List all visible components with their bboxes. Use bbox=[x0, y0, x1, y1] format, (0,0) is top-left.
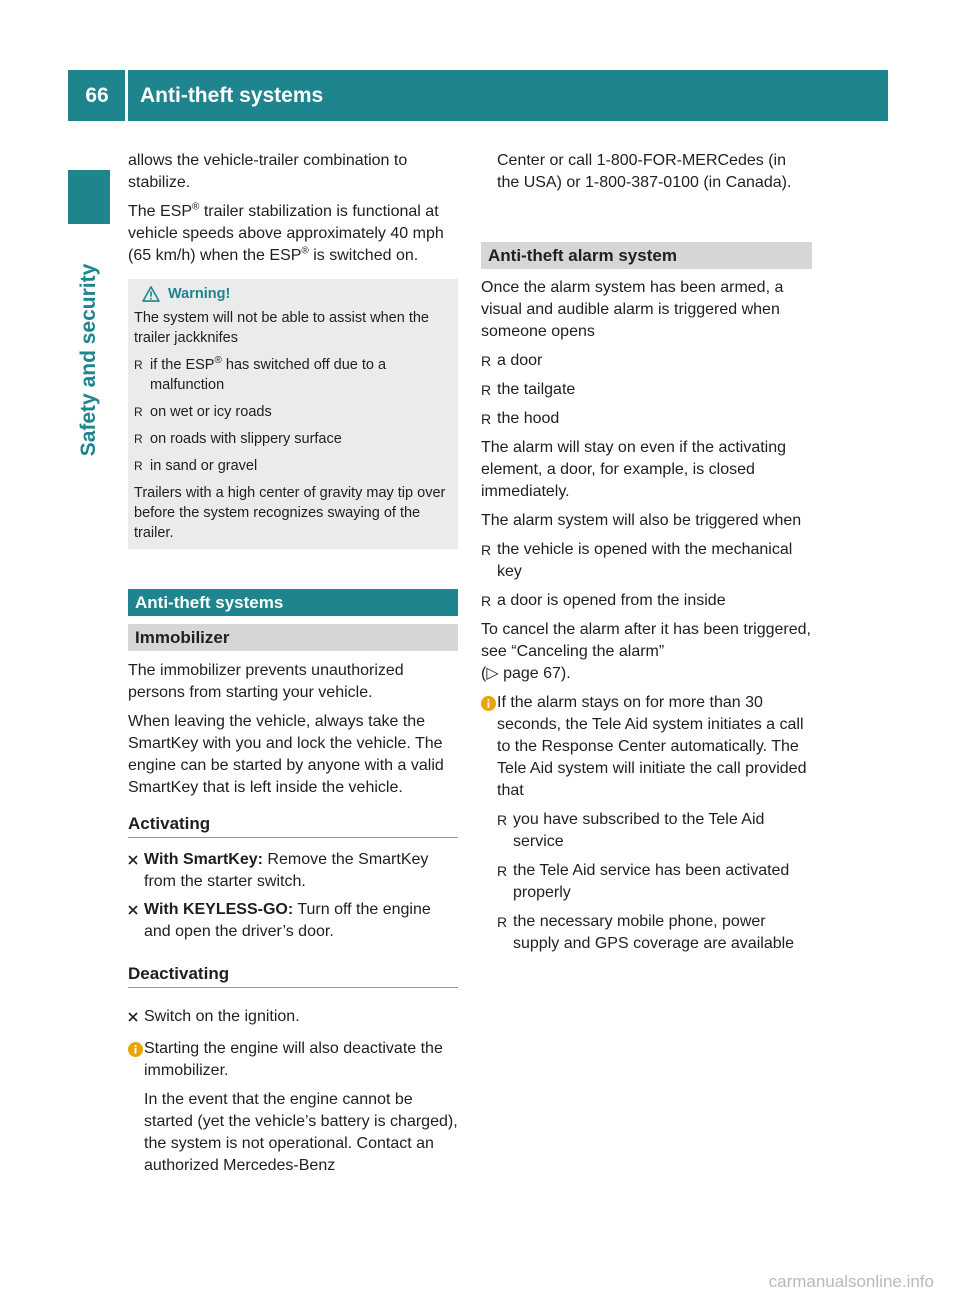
list-item: R the tailgate bbox=[481, 379, 812, 401]
procedure-step: With SmartKey: Remove the SmartKey from the starter switch. bbox=[128, 849, 458, 893]
alarm-section-heading: Anti-theft alarm system bbox=[481, 242, 812, 269]
watermark: carmanualsonline.info bbox=[768, 1272, 934, 1291]
list-item: R you have subscribed to the Tele Aid service bbox=[497, 809, 812, 853]
warning-triangle-icon bbox=[142, 286, 160, 302]
side-tab bbox=[68, 170, 110, 224]
subsection-heading: Immobilizer bbox=[128, 624, 458, 651]
deactivating-heading: Deactivating bbox=[128, 963, 458, 988]
list-item: R a door bbox=[481, 350, 812, 372]
list-item: R a door is opened from the inside bbox=[481, 590, 812, 612]
cancel-alarm-text: To cancel the alarm after it has been triggered, see “Canceling the alarm” (▷ page 67). bbox=[481, 621, 811, 682]
info-note: If the alarm stays on for more than 30 seconds, the Tele Aid system initiates a call to the Response Center automatically. The Tele Aid system will initiate the call provided that R you have subscribed to the Tele Aid service R the Tele Aid service has been activated properly R the necessary mobile phone, power supply and GPS coverage are available bbox=[481, 692, 812, 955]
list-item: R the vehicle is opened with the mechanical key bbox=[481, 539, 812, 583]
page-reference: (▷ page 67). bbox=[481, 665, 571, 682]
intro-paragraph-1: allows the vehicle-trailer combination to stabilize. bbox=[128, 152, 408, 191]
immobilizer-paragraph-1: The immobilizer prevents unauthorized persons from starting your vehicle. bbox=[128, 662, 404, 701]
warning-title: Warning! bbox=[134, 284, 452, 304]
info-icon bbox=[128, 1042, 143, 1057]
warning-bullet: R if the ESP® has switched off due to a malfunction bbox=[134, 355, 452, 395]
right-column bbox=[481, 150, 812, 962]
header-divider bbox=[125, 70, 128, 121]
alarm-stay-on: The alarm will stay on even if the activating element, a door, for example, is closed immediately. bbox=[481, 439, 787, 500]
procedure-step: With KEYLESS-GO: Turn off the engine and open the driver’s door. bbox=[128, 899, 458, 943]
continuation-paragraph: Center or call 1-800-FOR-MERCedes (in the USA) or 1-800-387-0100 (in Canada). bbox=[497, 152, 792, 191]
chapter-title: Anti-theft systems bbox=[140, 84, 324, 107]
page-header bbox=[68, 70, 888, 121]
list-item: R the hood bbox=[481, 408, 812, 430]
section-heading: Anti-theft systems bbox=[128, 589, 458, 616]
warning-box bbox=[128, 279, 458, 549]
info-note: Starting the engine will also deactivate the immobilizer. In the event that the engine cannot be started (yet the vehicle’s battery is charged), the system is not operational. Contact an authorized Mercedes-Benz bbox=[128, 1038, 458, 1177]
list-item: R the Tele Aid service has been activated properly bbox=[497, 860, 812, 904]
alarm-also-triggered: The alarm system will also be triggered when bbox=[481, 512, 802, 529]
warning-lead: The system will not be able to assist when the trailer jackknifes bbox=[134, 310, 429, 346]
left-column bbox=[128, 150, 458, 1184]
intro-paragraph-2: The ESP® trailer stabilization is functional at vehicle speeds above approximately 40 mph (65 km/h) when the ESP® is switched on. bbox=[128, 201, 444, 264]
page-number: 66 bbox=[85, 84, 109, 107]
step-arrow-icon bbox=[128, 855, 138, 865]
activating-heading: Activating bbox=[128, 813, 458, 838]
info-icon bbox=[481, 696, 496, 711]
list-item: R the necessary mobile phone, power supply and GPS coverage are available bbox=[497, 911, 812, 955]
procedure-step: Switch on the ignition. bbox=[128, 1006, 458, 1028]
immobilizer-paragraph-2: When leaving the vehicle, always take the SmartKey with you and lock the vehicle. The engine can be started by anyone with a valid SmartKey that is left inside the vehicle. bbox=[128, 713, 444, 796]
alarm-intro: Once the alarm system has been armed, a visual and audible alarm is triggered when someone opens bbox=[481, 279, 784, 340]
step-arrow-icon bbox=[128, 1012, 138, 1022]
warning-bullet: R on wet or icy roads bbox=[134, 402, 452, 422]
warning-bullet: R on roads with slippery surface bbox=[134, 429, 452, 449]
warning-bullet: R in sand or gravel bbox=[134, 456, 452, 476]
warning-closing: Trailers with a high center of gravity may tip over before the system recognizes swaying of the trailer. bbox=[134, 485, 446, 541]
step-arrow-icon bbox=[128, 905, 138, 915]
side-section-label: Safety and security bbox=[77, 263, 100, 457]
